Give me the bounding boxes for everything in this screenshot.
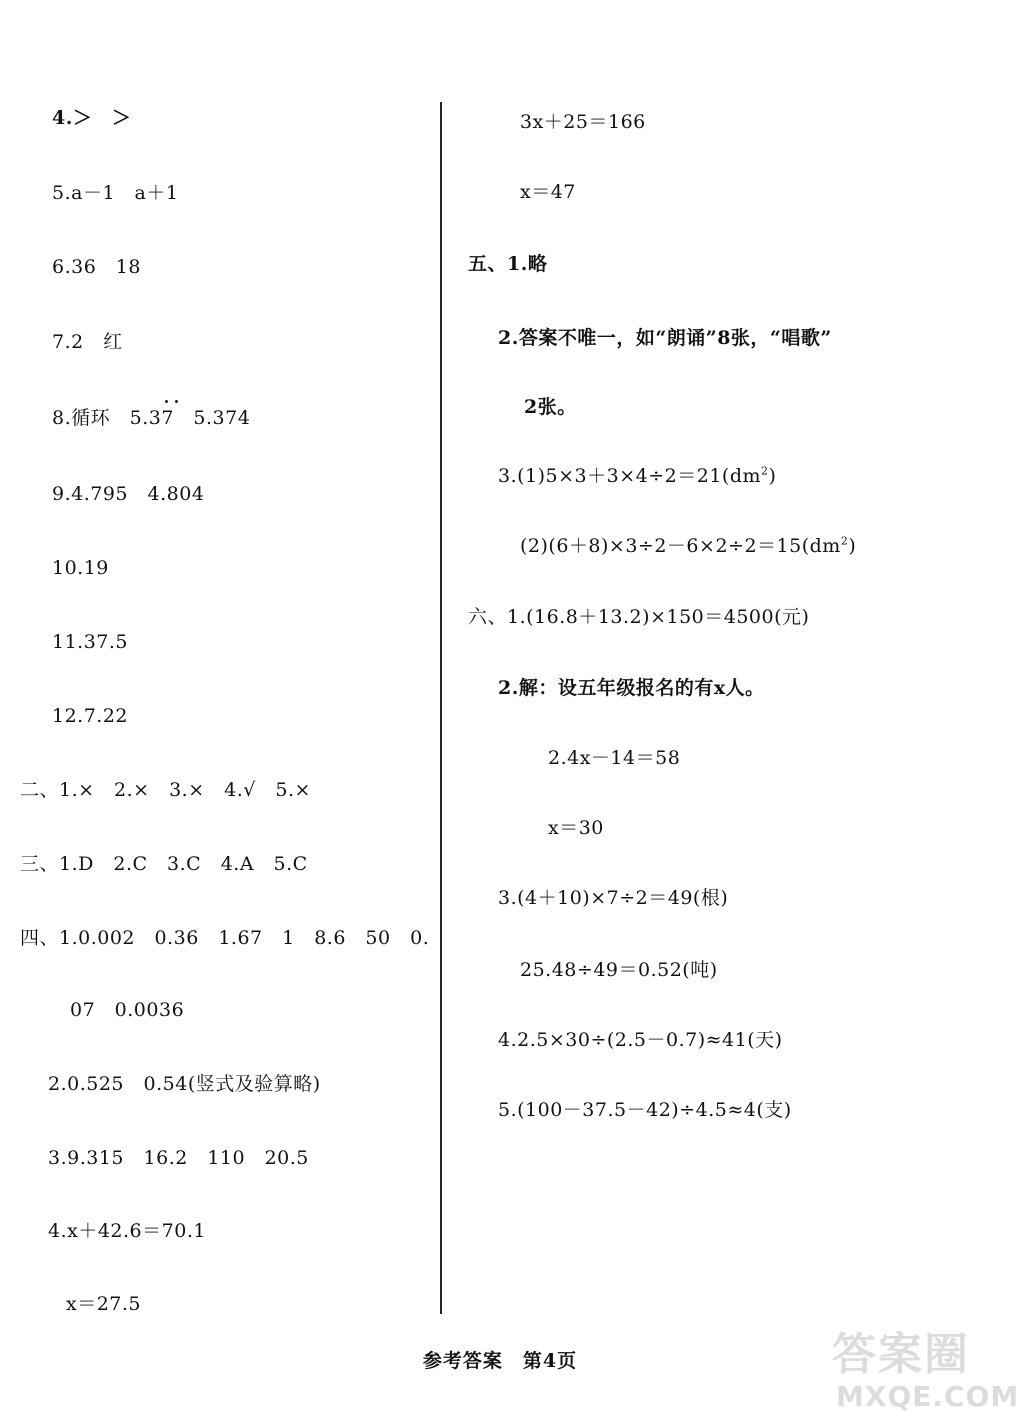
watermark-bottom-text: MXQE.COM (836, 1380, 1019, 1413)
superscript: 2 (761, 464, 769, 478)
answer-line: 8.循环 5.37 5.374 (52, 407, 251, 429)
answer-line: 9.4.795 4.804 (52, 483, 205, 505)
answer-line: x＝27.5 (66, 1293, 142, 1315)
answer-line: 2.0.525 0.54(竖式及验算略) (48, 1073, 321, 1095)
answer-line: 3x＋25＝166 (520, 111, 646, 133)
answer-line: 3.9.315 16.2 110 20.5 (48, 1147, 309, 1169)
equation-text: ) (768, 465, 777, 487)
repeating-decimal-dot (175, 400, 178, 403)
section-line: 六、1.(16.8＋13.2)×150＝4500(元) (468, 606, 810, 628)
answer-line (498, 464, 776, 488)
answer-line: 5.a－1 a＋1 (52, 182, 179, 204)
answer-line: 3.(4＋10)×7÷2＝49(根) (498, 887, 729, 909)
answer-line: 4.＞ ＞ (52, 107, 132, 129)
answer-line: 5.(100－37.5－42)÷4.5≈4(支) (498, 1099, 792, 1121)
answer-line: 2.4x－14＝58 (548, 747, 681, 769)
answer-line: x＝30 (548, 817, 604, 839)
answer-line: 4.2.5×30÷(2.5－0.7)≈41(天) (498, 1029, 783, 1051)
equation-text: ) (848, 535, 857, 557)
answer-line: 4.x＋42.6＝70.1 (48, 1220, 206, 1242)
column-divider (440, 102, 442, 1314)
answer-line: 7.2 红 (52, 331, 123, 353)
answer-line: 12.7.22 (52, 705, 129, 727)
repeating-decimal-dot (165, 400, 168, 403)
answer-line: 25.48÷49＝0.52(吨) (520, 959, 718, 981)
answer-line: 2.答案不唯一，如“朗诵”8张，“唱歌” (498, 327, 832, 349)
equation-text: (2)(6＋8)×3÷2－6×2÷2＝15(dm (520, 535, 841, 557)
answer-line: 07 0.0036 (70, 999, 185, 1021)
section-line: 三、1.D 2.C 3.C 4.A 5.C (20, 853, 308, 875)
answer-line: 2张。 (524, 396, 577, 418)
section-line: 二、1.× 2.× 3.× 4.√ 5.× (20, 779, 311, 801)
answer-line: x＝47 (520, 181, 576, 203)
equation-text: 3.(1)5×3＋3×4÷2＝21(dm (498, 465, 762, 487)
answer-line: 10.19 (52, 557, 109, 579)
answer-line: 6.36 18 (52, 256, 141, 278)
answer-line: 2.解：设五年级报名的有x人。 (498, 677, 765, 699)
watermark-top-text: 答案圈 (832, 1329, 970, 1380)
superscript: 2 (840, 534, 849, 548)
answer-line: 11.37.5 (52, 631, 129, 653)
section-line: 四、1.0.002 0.36 1.67 1 8.6 50 0. (20, 927, 430, 949)
section-line: 五、1.略 (468, 253, 548, 275)
page-footer: 参考答案 第4页 (422, 1350, 578, 1372)
answer-line (520, 534, 856, 558)
watermark-logo (832, 1318, 1019, 1418)
